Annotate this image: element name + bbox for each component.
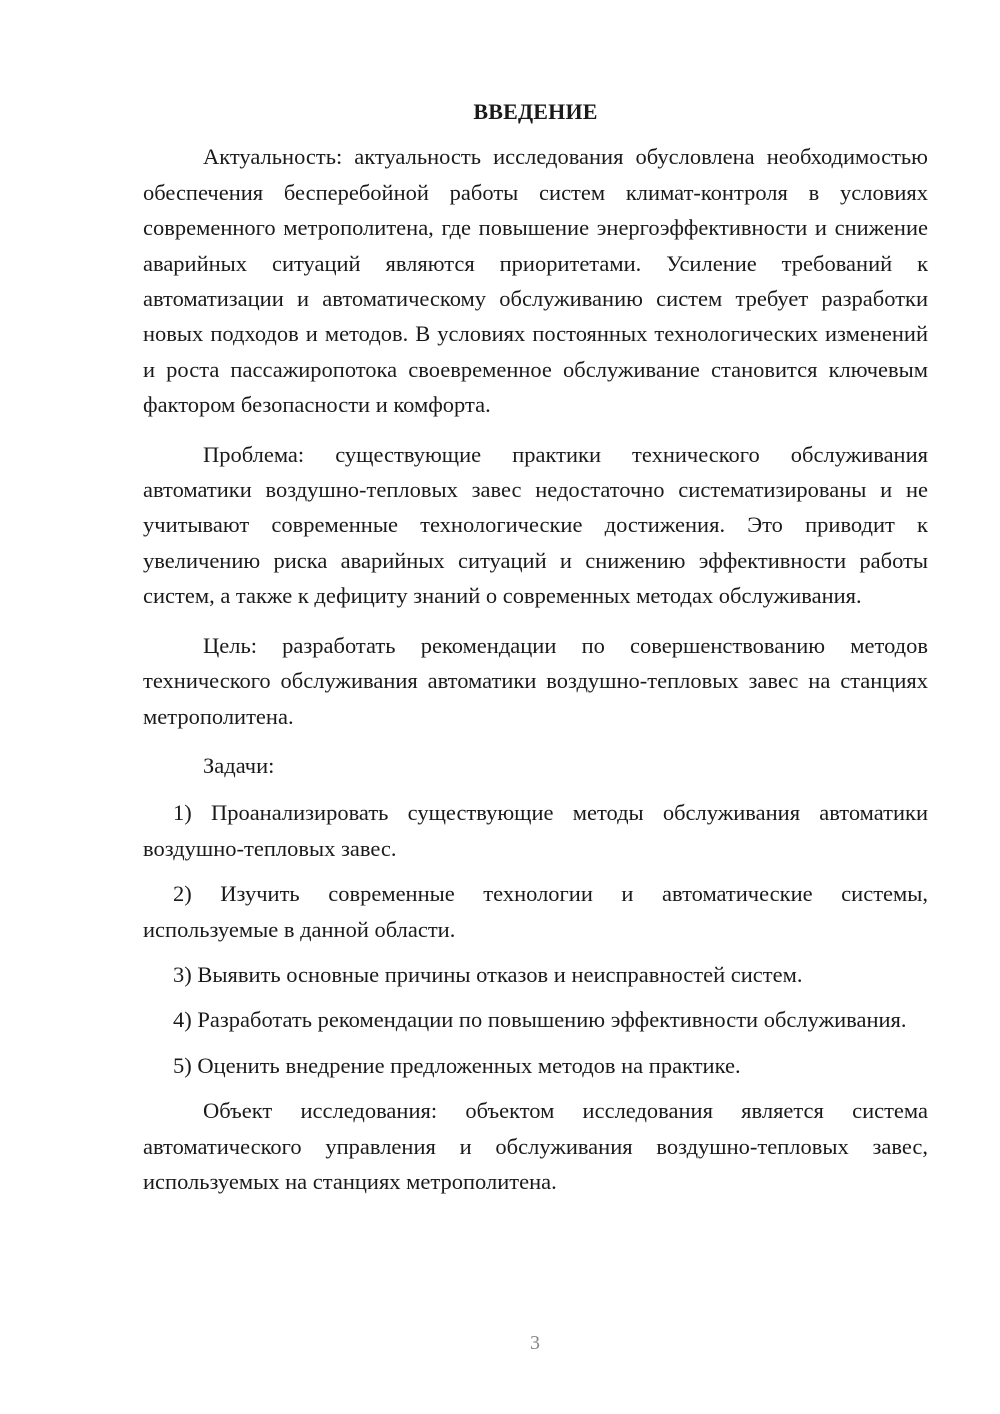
page-content xyxy=(143,94,928,1213)
relevance-paragraph: Актуальность: актуальность исследования обусловлена необходимостью обеспечения бесперебойной работы систем климат-контроля в условиях современного метрополитена, где повышение энергоэффективности и снижение аварийных ситуаций являются приоритетами. Усиление требований к автоматизации и автоматическому обслуживанию систем требует разработки новых подходов и методов. В условиях постоянных технологических изменений и роста пассажиропотока своевременное обслуживание становится ключевым фактором безопасности и комфорта. xyxy=(143,144,928,418)
goal-paragraph: Цель: разработать рекомендации по совершенствованию методов технического обслуживания автоматики воздушно-тепловых завес на станциях метрополитена. xyxy=(143,632,928,729)
task-item: 5) Оценить внедрение предложенных методов на практике. xyxy=(173,1052,741,1078)
task-item: 3) Выявить основные причины отказов и неисправностей систем. xyxy=(173,961,803,987)
tasks-label: Задачи: xyxy=(203,752,275,778)
task-item: 1) Проанализировать существующие методы обслуживания автоматики воздушно-тепловых завес. xyxy=(143,800,928,861)
tasks-list xyxy=(143,795,928,1083)
problem-paragraph: Проблема: существующие практики технического обслуживания автоматики воздушно-тепловых завес недостаточно систематизированы и не учитывают современные технологические достижения. Это приводит к увеличению риска аварийных ситуаций и снижению эффективности работы систем, а также к дефициту знаний о современных методах обслуживания. xyxy=(143,441,928,609)
page-number: 3 xyxy=(530,1332,540,1354)
section-heading: ВВЕДЕНИЕ xyxy=(473,99,598,124)
object-paragraph: Объект исследования: объектом исследования является система автоматического управления и обслуживания воздушно-тепловых завес, используемых на станциях метрополитена. xyxy=(143,1098,928,1194)
task-item: 2) Изучить современные технологии и автоматические системы, используемые в данной области. xyxy=(143,881,928,942)
task-item: 4) Разработать рекомендации по повышению эффективности обслуживания. xyxy=(173,1007,907,1033)
